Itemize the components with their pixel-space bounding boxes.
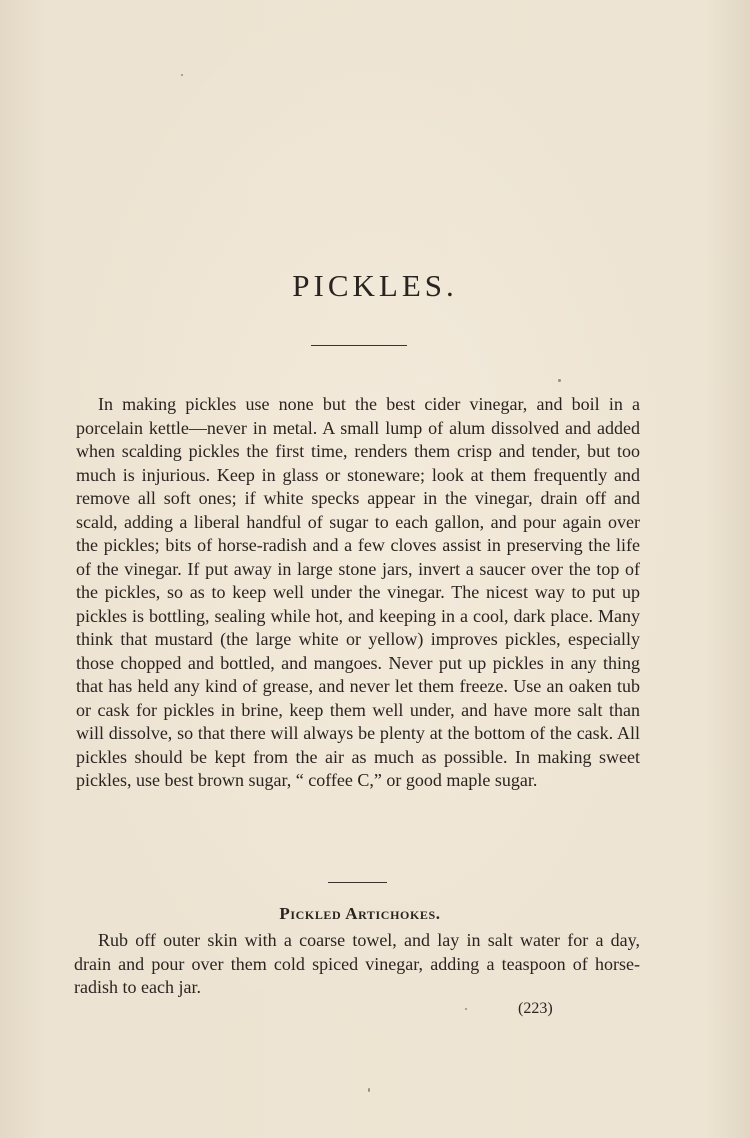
paper-speck (465, 1008, 467, 1010)
page-number: (223) (518, 1000, 553, 1017)
paper-speck (181, 74, 183, 76)
paper-speck (558, 379, 561, 382)
section-heading: Pickled Artichokes. (279, 904, 441, 923)
paper-speck (368, 1088, 370, 1092)
recipe-paragraph: Rub off outer skin with a coarse towel, and lay in salt water for a day, drain and pour over them cold spiced vinegar, adding a teaspoon of horse-radish to each jar. (74, 930, 640, 997)
section-divider (328, 882, 387, 883)
title-divider (311, 345, 407, 346)
page-title: PICKLES. (292, 268, 458, 303)
intro-paragraph: In making pickles use none but the best cider vinegar, and boil in a porcelain kettle—never in metal. A small lump of alum dissolved and added when scalding pickles the first time, renders them crisp and tender, but too much is injurious. Keep in glass or stoneware; look at them frequently and remove all soft ones; if white specks appear in the vinegar, drain off and scald, adding a liberal handful of sugar to each gallon, and pour again over the pickles; bits of horse-radish and a few cloves assist in preserving the life of the vinegar. If put away in large stone jars, invert a saucer over the top of the pickles, so as to keep well under the vinegar. The nicest way to put up pickles is bottling, sealing while hot, and keeping in a cool, dark place. Many think that mustard (the large white or yellow) improves pickles, especially those chopped and bottled, and mangoes. Never put up pickles in any thing that has held any kind of grease, and never let them freeze. Use an oaken tub or cask for pickles in brine, keep them well under, and have more salt than will dissolve, so that there will always be plenty at the bottom of the cask. All pickles should be kept from the air as much as possible. In making sweet pickles, use best brown sugar, “ coffee C,” or good maple sugar. (76, 394, 640, 790)
